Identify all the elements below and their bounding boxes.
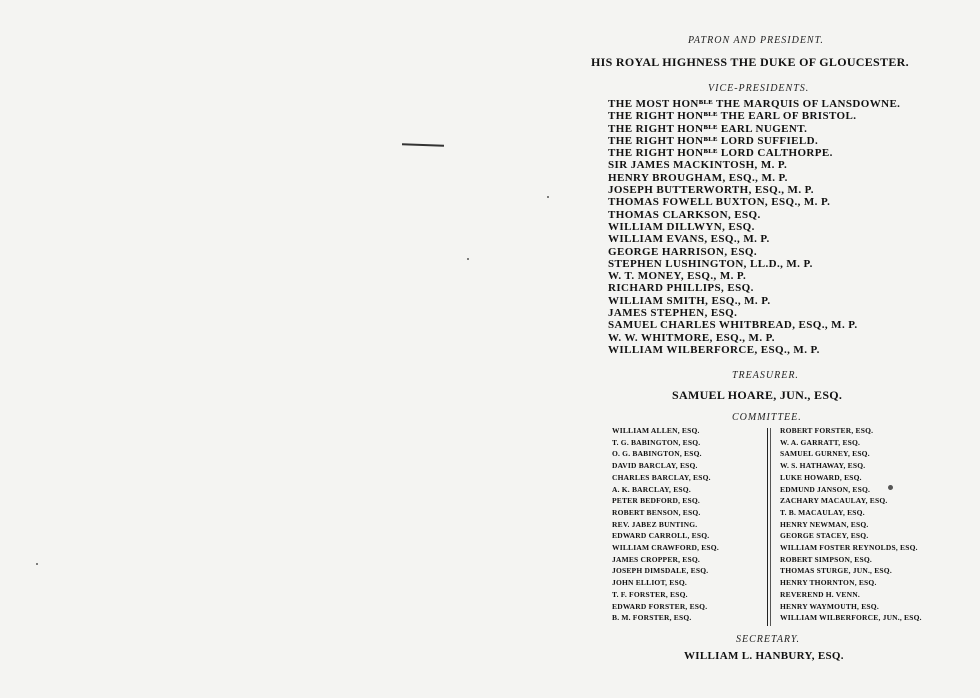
list-item: LUKE HOWARD, ESQ. <box>780 472 862 482</box>
patron-name: HIS ROYAL HIGHNESS THE DUKE OF GLOUCESTER. <box>591 55 909 69</box>
list-item: HENRY WAYMOUTH, ESQ. <box>780 601 879 611</box>
list-item: THOMAS FOWELL BUXTON, ESQ., M. P. <box>608 196 831 209</box>
list-item: JAMES STEPHEN, ESQ. <box>608 307 738 320</box>
list-item: WILLIAM DILLWYN, ESQ. <box>608 220 755 233</box>
list-item: ROBERT FORSTER, ESQ. <box>780 426 874 435</box>
list-item: JOSEPH DIMSDALE, ESQ. <box>612 566 709 576</box>
list-item: THE RIGHT HONᴮᴸᴱ LORD SUFFIELD. <box>608 134 819 147</box>
list-item: GEORGE HARRISON, ESQ. <box>608 245 757 258</box>
list-item: THE MOST HONᴮᴸᴱ THE MARQUIS OF LANSDOWNE. <box>608 98 901 110</box>
ink-speck <box>547 196 549 198</box>
list-item: THE RIGHT HONᴮᴸᴱ EARL NUGENT. <box>608 122 808 135</box>
list-item: W. A. GARRATT, ESQ. <box>780 437 861 447</box>
secretary-name: WILLIAM L. HANBURY, ESQ. <box>684 650 844 662</box>
ink-mark <box>402 143 444 146</box>
list-item: T. B. MACAULAY, ESQ. <box>780 507 865 517</box>
list-item: JOHN ELLIOT, ESQ. <box>612 578 687 588</box>
list-item: T. F. FORSTER, ESQ. <box>612 589 688 599</box>
list-item: WILLIAM WILBERFORCE, ESQ., M. P. <box>608 343 820 356</box>
ink-speck <box>467 258 469 260</box>
list-item: SAMUEL GURNEY, ESQ. <box>780 449 870 459</box>
list-item: WILLIAM WILBERFORCE, JUN., ESQ. <box>780 613 922 623</box>
list-item: W. W. WHITMORE, ESQ., M. P. <box>608 331 775 344</box>
column-divider <box>767 428 768 626</box>
treasurer-heading: TREASURER. <box>732 370 799 381</box>
list-item: A. K. BARCLAY, ESQ. <box>612 484 691 494</box>
list-item: DAVID BARCLAY, ESQ. <box>612 461 698 471</box>
committee-heading: COMMITTEE. <box>732 412 802 423</box>
vice-presidents-heading: VICE-PRESIDENTS. <box>708 83 810 94</box>
column-divider <box>770 428 771 626</box>
list-item: PETER BEDFORD, ESQ. <box>612 496 700 506</box>
list-item: HENRY THORNTON, ESQ. <box>780 578 877 588</box>
list-item: W. T. MONEY, ESQ., M. P. <box>608 270 747 283</box>
list-item: EDWARD CARROLL, ESQ. <box>612 531 710 541</box>
list-item: B. M. FORSTER, ESQ. <box>612 613 692 623</box>
list-item: GEORGE STACEY, ESQ. <box>780 531 869 541</box>
list-item: REVEREND H. VENN. <box>780 589 860 599</box>
list-item: THE RIGHT HONᴮᴸᴱ LORD CALTHORPE. <box>608 147 833 160</box>
treasurer-name: SAMUEL HOARE, JUN., ESQ. <box>672 388 843 402</box>
list-item: SIR JAMES MACKINTOSH, M. P. <box>608 159 788 172</box>
list-item: WILLIAM FOSTER REYNOLDS, ESQ. <box>780 543 918 553</box>
list-item: EDMUND JANSON, ESQ. <box>780 484 871 494</box>
list-item: WILLIAM EVANS, ESQ., M. P. <box>608 233 770 246</box>
list-item: RICHARD PHILLIPS, ESQ. <box>608 282 754 295</box>
list-item: HENRY NEWMAN, ESQ. <box>780 519 869 529</box>
list-item: ZACHARY MACAULAY, ESQ. <box>780 496 888 506</box>
list-item: EDWARD FORSTER, ESQ. <box>612 601 708 611</box>
vice-presidents-list <box>608 98 900 356</box>
secretary-heading: SECRETARY. <box>736 634 800 645</box>
list-item: WILLIAM SMITH, ESQ., M. P. <box>608 294 771 307</box>
list-item: ROBERT SIMPSON, ESQ. <box>780 554 872 564</box>
list-item: ROBERT BENSON, ESQ. <box>612 507 701 517</box>
list-item: REV. JABEZ BUNTING. <box>612 519 698 529</box>
list-item: WILLIAM CRAWFORD, ESQ. <box>612 543 719 553</box>
list-item: THE RIGHT HONᴮᴸᴱ THE EARL OF BRISTOL. <box>608 110 857 123</box>
list-item: JAMES CROPPER, ESQ. <box>612 554 700 564</box>
patron-heading: PATRON AND PRESIDENT. <box>688 35 824 46</box>
list-item: STEPHEN LUSHINGTON, LL.D., M. P. <box>608 257 813 270</box>
list-item: T. G. BABINGTON, ESQ. <box>612 437 701 447</box>
committee-left-column <box>612 425 719 624</box>
list-item: THOMAS CLARKSON, ESQ. <box>608 208 761 221</box>
ink-speck <box>36 563 38 565</box>
list-item: HENRY BROUGHAM, ESQ., M. P. <box>608 171 788 184</box>
committee-right-column <box>780 425 922 624</box>
list-item: O. G. BABINGTON, ESQ. <box>612 449 702 459</box>
list-item: SAMUEL CHARLES WHITBREAD, ESQ., M. P. <box>608 319 858 332</box>
list-item: WILLIAM ALLEN, ESQ. <box>612 426 700 435</box>
list-item: CHARLES BARCLAY, ESQ. <box>612 472 711 482</box>
list-item: JOSEPH BUTTERWORTH, ESQ., M. P. <box>608 184 814 197</box>
list-item: W. S. HATHAWAY, ESQ. <box>780 461 866 471</box>
list-item: THOMAS STURGE, JUN., ESQ. <box>780 566 892 576</box>
